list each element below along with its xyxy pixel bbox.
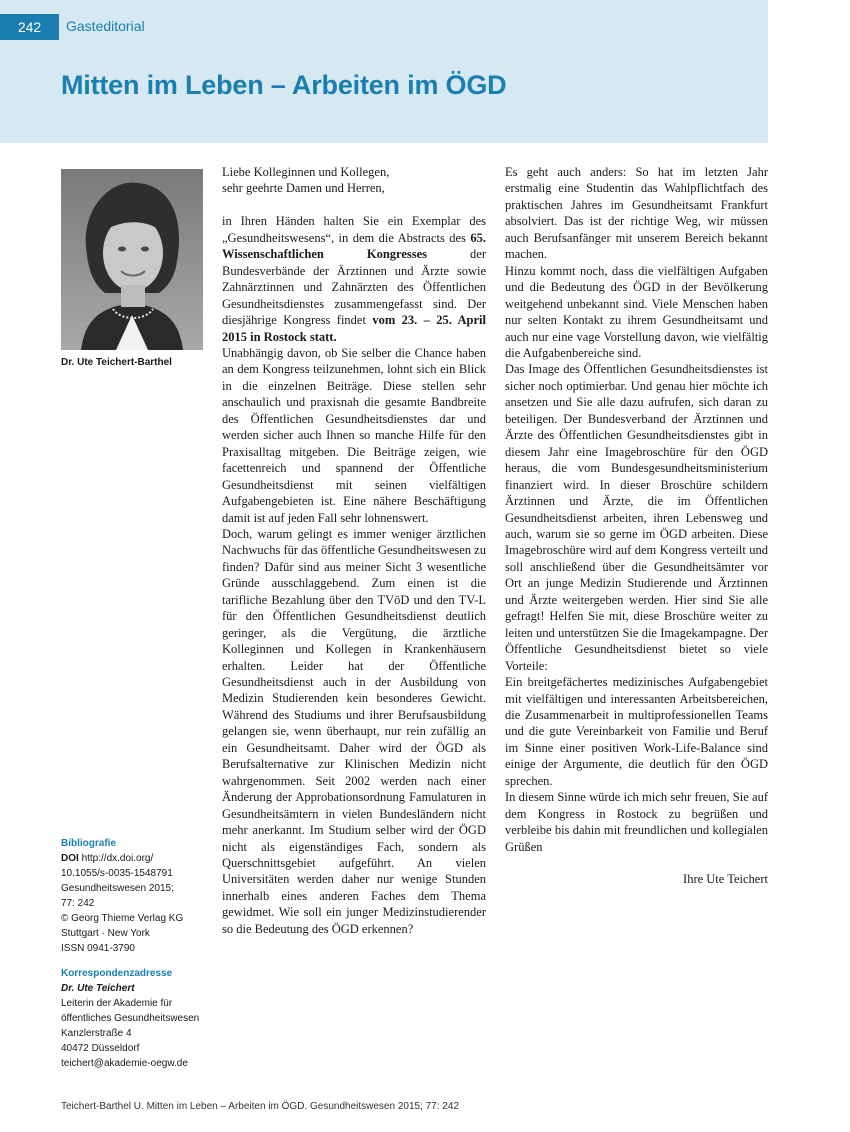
article-title: Mitten im Leben – Arbeiten im ÖGD	[61, 70, 507, 100]
bibliography-box	[61, 836, 221, 956]
paragraph-2: Unabhängig davon, ob Sie selber die Chance haben an dem Kongress teilzunehmen, lohnt sich ein Blick in die einzelnen Beiträge. Diese stellen sehr anschaulich und praxisnah die gesamte Bandbreite des Öffentlichen Gesundheitsdienstes dar und werden sicher auch Ihnen so manche Hilfe für den Praxisalltag mitgeben. Die Beiträge zeigen, wie facettenreich und spannend der Öffentliche Gesundheitsdienst mit seinen vielfältigen Aufgabengebieten ist. Eine nähere Beschäftigung damit ist auf jeden Fall sehr lohnenswert.	[222, 345, 486, 525]
issn-line: ISSN 0941-3790	[61, 943, 135, 954]
paragraph-4: Es geht auch anders: So hat im letzten Jahr erstmalig eine Studentin das Wahlpflichtfach des praktischen Jahres im Gesundheitsamt Frankfurt absolviert. Das ist der richtige Weg, wir müssen auch Berufsanfänger mit unserem Bereich bekannt machen.	[505, 165, 768, 262]
correspondence-line2: öffentliches Gesundheitswesen	[61, 1013, 200, 1024]
correspondence-box	[61, 966, 221, 1071]
paragraph-7: Ein breitgefächertes medizinisches Aufgabengebiet mit vielfältigen und interessanten Arbeitsbereichen, die Zusammenarbeit in multiprofessionellen Teams und die gute Vereinbarkeit von Familie und Beruf im Sinne einer positiven Work-Life-Balance sind einige der Argumente, die deutlich für den ÖGD sprechen.	[505, 675, 768, 788]
portrait-image	[61, 169, 203, 350]
section-label: Gasteditorial	[66, 18, 145, 34]
paragraph-8: In diesem Sinne würde ich mich sehr freuen, Sie auf dem Kongress in Rostock zu begrüßen und verbleibe bis dahin mit freundlichen und kollegialen Grüßen	[505, 790, 768, 854]
paragraph-3: Doch, warum gelingt es immer weniger ärztlichen Nachwuchs für das öffentliche Gesundheitswesen zu finden? Dafür sind aus meiner Sicht 3 wesentliche Gründe ausschlaggebend. Zum einen ist die tarifliche Bezahlung über den TVöD und den TV-L für den Öffentlichen Gesundheitsdienst deutlich geringer, als die Vergütung, die ärztliche Kolleginnen und Kollegen in Krankenhäusern erhalten. Leider hat der Öffentliche Gesundheitsdienst auch in der Ausbildung von Medizin Studierenden kein besonderes Gewicht. Während des Studiums und ihrer Berufsausbildung gelangen sie, wenn überhaupt, nur rein zufällig an ein Gesundheitsamt. Daher wird der ÖGD als Berufsalternative zur Klinischen Medizin nicht wahrgenommen. Seit 2002 werden nach einer Änderung der Approbationsordnung Famulaturen in Gesundheitsämtern in vielen Bundesländern nicht mehr anerkannt. Im Studium selber wird der ÖGD nicht als eigenständiges Fach, sondern als Querschnittsgebiet aufgeführt. An vielen Universitäten werden daher nur wenige Stunden innerhalb eines anderen Faches dem Thema gewidmet. Wie soll ein junger Medizinstudierender so die Bedeutung des ÖGD erkennen?	[222, 526, 486, 936]
doi-line	[61, 851, 221, 866]
signature: Ihre Ute Teichert	[683, 872, 768, 887]
paragraph-intro	[222, 213, 486, 345]
text-column-left	[222, 164, 486, 937]
doi-label: DOI	[61, 853, 79, 864]
header-band	[0, 0, 768, 143]
bibliography-heading: Bibliografie	[61, 838, 117, 849]
text-column-right	[505, 164, 768, 887]
salutation-line-1: Liebe Kolleginnen und Kollegen,	[222, 165, 390, 179]
photo-caption: Dr. Ute Teichert-Barthel	[61, 357, 172, 368]
correspondence-city: 40472 Düsseldorf	[61, 1043, 140, 1054]
paragraph-5: Hinzu kommt noch, dass die vielfältigen Aufgaben und die Bedeutung des ÖGD in der Bevölkerung weitgehend unbekannt sind. Viele Menschen haben nur selten Kontakt zu ihrem Gesundheitsamt und auch nur eine vage Vorstellung davon, wie vielfältig die Aufgabenbereiche sind.	[505, 263, 768, 360]
congress-date: vom 23. – 25. April 2015 in Rostock statt.	[222, 313, 486, 344]
publisher-city: Stuttgart · New York	[61, 928, 150, 939]
copyright-line: © Georg Thieme Verlag KG	[61, 913, 184, 924]
volume-line: 77: 242	[61, 898, 95, 909]
journal-line: Gesundheitswesen 2015;	[61, 883, 174, 894]
congress-name: 65. Wissenschaftlichen Kongresses	[222, 230, 486, 262]
correspondence-email[interactable]: teichert@akademie-oegw.de	[61, 1058, 188, 1069]
page-number: 242	[0, 14, 59, 40]
correspondence-heading: Korrespondenzadresse	[61, 968, 173, 979]
correspondence-name: Dr. Ute Teichert	[61, 983, 135, 994]
paragraph-6: Das Image des Öffentlichen Gesundheitsdienstes ist sicher noch optimierbar. Und genau hier möchte ich ansetzen und Sie alle dazu aufrufen, sich daran zu beteiligen. Der Bundesverband der Ärztinnen und Ärzte des Öffentlichen Gesundheitsdienstes gibt in diesem Jahr eine Imagebroschüre für den ÖGD heraus, die vom Bundesgesundheitsministerium finanziert wird. In dieser Broschüre schildern Ärztinnen und Ärzte, die im Öffentlichen Gesundheitsdienst arbeiten, ihren Lebensweg und auch, warum sie so gerne im ÖGD arbeiten. Diese Imagebroschüre wird auf dem Kongress verteilt und soll anschließend über die Gesundheitsämter vor Ort an junge Medizin Studierende und Ärztinnen und Ärzte weitergeben werden. Hier sind Sie alle gefragt! Helfen Sie mit, diese Broschüre weiter zu leiten und unterstützen Sie die Imagekampagne. Der Öffentliche Gesundheitsdienst bietet so viele Vorteile:	[505, 362, 768, 673]
intro-text-b: der Bundesverbände der Ärztinnen und Ärzte sowie Zahnärztinnen und Zahnärzten des Öffentlichen Gesundheitsdienstes zusammengefasst sind. Der diesjährige Kongress findet	[222, 247, 486, 328]
correspondence-street: Kanzlerstraße 4	[61, 1028, 132, 1039]
doi-id: 10.1055/s-0035-1548791	[61, 868, 173, 879]
intro-text-a: in Ihren Händen halten Sie ein Exemplar des „Gesundheitswesens“, in dem die Abstracts des	[222, 214, 486, 245]
footer-citation: Teichert-Barthel U. Mitten im Leben – Arbeiten im ÖGD. Gesundheitswesen 2015; 77: 242	[61, 1101, 459, 1112]
salutation-line-2: sehr geehrte Damen und Herren,	[222, 181, 385, 196]
correspondence-line1: Leiterin der Akademie für	[61, 998, 173, 1009]
doi-url[interactable]: http://dx.doi.org/	[81, 853, 154, 864]
author-photo	[61, 169, 203, 350]
